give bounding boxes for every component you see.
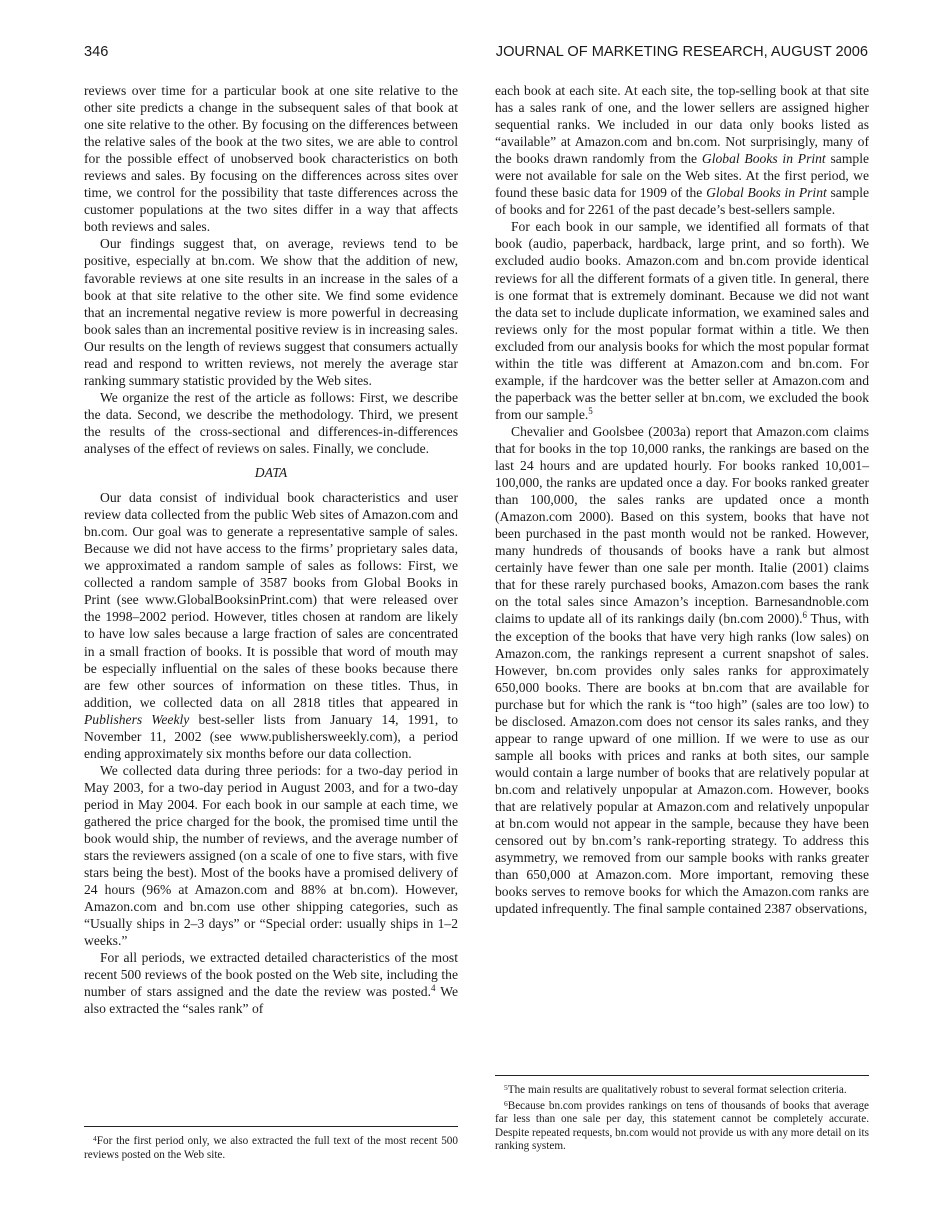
footnote-ref: 5 — [588, 405, 593, 416]
italic-title: Global Books in Print — [701, 151, 826, 167]
paragraph: Our findings suggest that, on average, reviews tend to be positive, especially at bn.com. We show that the addition of new, favorable reviews at one site results in an increase in the sales of a book at that site relative to the other site. We find some evidence that an incremental negative review is more powerful in decreasing book sales than an incremental positive review is in increasing sales. Our results on the length of reviews suggest that consumers actually read and respond to written reviews, not merely the average star ranking summary statistic provided by the Web sites. — [84, 236, 458, 388]
italic-title: Global Books in Print — [706, 185, 827, 201]
paragraph: For each book in our sample, we identified all formats of that book (audio, paperback, hardback, large print, and so forth). We excluded audio books. Amazon.com and bn.com provide identical reviews for all the different formats of a given title. In general, there is one format that is extremely dominant. Because we did not want the data set to include duplicate information, we examined sales and reviews only for the most popular format within a title. We then excluded from our analysis books for which the most popular format within the title was different at Amazon.com and bn.com. For example, if the hardcover was the better seller at Amazon.com and the paperback was the better seller at bn.com, we excluded the book from our sample.$^5$ — [495, 219, 869, 422]
section-heading: DATA — [254, 465, 288, 481]
paragraph: We organize the rest of the article as follows: First, we describe the data. Second, we describe the methodology. Third, we present the results of the cross-sectional and differences-in-differences analyses of the effect of reviews on sales. Finally, we conclude. — [84, 389, 458, 456]
left-column — [84, 82, 458, 1018]
paragraph: Our data consist of individual book characteristics and user review data collected from the public Web sites of Amazon.com and bn.com. Our goal was to generate a representative sample of sales. Because we did not have access to the firms’ proprietary sales data, we approximated a random sample of sales as follows: First, we collected a random sample of 3587 books from Global Books in Print (see www.GlobalBooksinPrint.com) that were released over the 1998–2002 period. However, titles chosen at random are likely to have low sales because a large fraction of sales are concentrated in a small fraction of books. It is possible that word of mouth may be especially influential on the sales of these books because there are few other sources of information on these titles. Thus, in addition, we collected data on all 2818 titles that appeared in Publishers Weekly best-seller lists from January 14, 1991, to November 11, 2002 (see www.publishersweekly.com), a period ending approximately six months before our data collection. — [84, 490, 458, 761]
footnote: $^6$Because bn.com provides rankings on tens of thousands of books that average far less than one sale per day, this statement cannot be completely accurate. Despite repeated requests, bn.com would not provide us with any more detail on its ranking system. — [495, 1098, 869, 1153]
paragraph: reviews over time for a particular book at one site relative to the other site predicts a change in the subsequent sales of that book at one site relative to the other. By focusing on the differences between the relative sales of the book at the two sites, we are able to control for the possible effect of unobserved book characteristics on both reviews and sales. By focusing on the differences across sites over time, we control for the possibility that taste differences across the customer populations at the two sites differ in a way that affects both reviews and sales. — [84, 83, 458, 235]
footnote-rule — [495, 1075, 869, 1076]
journal-title: JOURNAL OF MARKETING RESEARCH, AUGUST 2006 — [495, 44, 868, 60]
right-column — [495, 82, 869, 917]
footnotes-left — [84, 1126, 458, 1164]
footnote: $^4$For the first period only, we also extracted the full text of the most recent 500 reviews posted on the Web site. — [84, 1134, 458, 1161]
paragraph: each book at each site. At each site, the top-selling book at that site has a sales rank of one, and the lower sellers are assigned higher sequential ranks. We included in our data only books listed as “available” at Amazon.com and bn.com. Not surprisingly, many of the books drawn randomly from the Global Books in Print sample were not available for sale on the Web sites. At the first period, we found these basic data for 1909 of the Global Books in Print sample of books and for 2261 of the past decade’s best-sellers sample. — [495, 83, 870, 218]
footnotes-right — [495, 1075, 869, 1156]
paragraph: For all periods, we extracted detailed characteristics of the most recent 500 reviews of the book posted on the Web site, including the number of stars assigned and the date the review was posted.$^4$ We also extracted the “sales rank” of — [84, 950, 459, 1017]
footnote-ref: 4 — [430, 983, 436, 994]
footnote-ref: 6 — [802, 610, 808, 621]
footnote: $^5$The main results are qualitatively robust to several format selection criteria. — [504, 1083, 847, 1096]
footnote-rule — [84, 1126, 458, 1127]
running-header — [84, 44, 868, 64]
paragraph: Chevalier and Goolsbee (2003a) report that Amazon.com claims that for books in the top 10,000 ranks, the rankings are based on the last 24 hours and are updated hourly. For books ranked 10,001–100,000, the ranks are updated once a day. For books ranked greater than 100,000, the sales ranks are updated once a month (Amazon.com 2000). Based on this system, books that have not been purchased in the past month would not be ranked. However, many hundreds of thousands of books have a rank but almost certainly have fewer than one sale per month. Italie (2001) claims that for these rarely purchased books, Amazon.com bases the rank on the total sales since Amazon’s inception. Barnesandnoble.com claims to update all of its rankings daily (bn.com 2000).$^6$ Thus, with the exception of the books that have very high ranks (low sales) on Amazon.com, the rankings represent a current snapshot of sales. However, bn.com provides only sales ranks for approximately 650,000 books. There are books at bn.com that are available for purchase but for which the rank is “too high” (sales are too low) to be disclosed. Amazon.com does not censor its sales ranks, and they appear to range upward of one million. If we were to use as our sample all books with prices and ranks at both sites, our sample would contain a large number of books that are relatively popular at bn.com and relatively unpopular at Amazon.com. However, books that are relatively popular at Amazon.com and relatively unpopular at bn.com would not appear in the sample, because they have been censored out by bn.com’s rank-reporting strategy. To address this asymmetry, we removed from our sample books with ranks greater than 650,000 at Amazon.com. More important, removing these books serves to remove books for which the Amazon.com ranks are updated infrequently. The final sample contained 2387 observations, — [495, 423, 869, 917]
page-number: 346 — [84, 44, 109, 60]
italic-title: Publishers Weekly — [84, 711, 190, 727]
paragraph: We collected data during three periods: for a two-day period in May 2003, for a two-day period in August 2003, and for a two-day period in May 2004. For each book in our sample at each time, we gathered the price charged for the book, the promised time until the book would ship, the number of reviews, and the average number of stars the reviewers assigned (on a scale of one to five stars, with five stars being the best). Most of the books have a promised delivery of 24 hours (96% at Amazon.com and 88% at bn.com). However, Amazon.com and bn.com use other shipping categories, such as “Usually ships in 2–3 days” or “Special order: usually ships in 1–2 weeks.” — [84, 762, 458, 949]
